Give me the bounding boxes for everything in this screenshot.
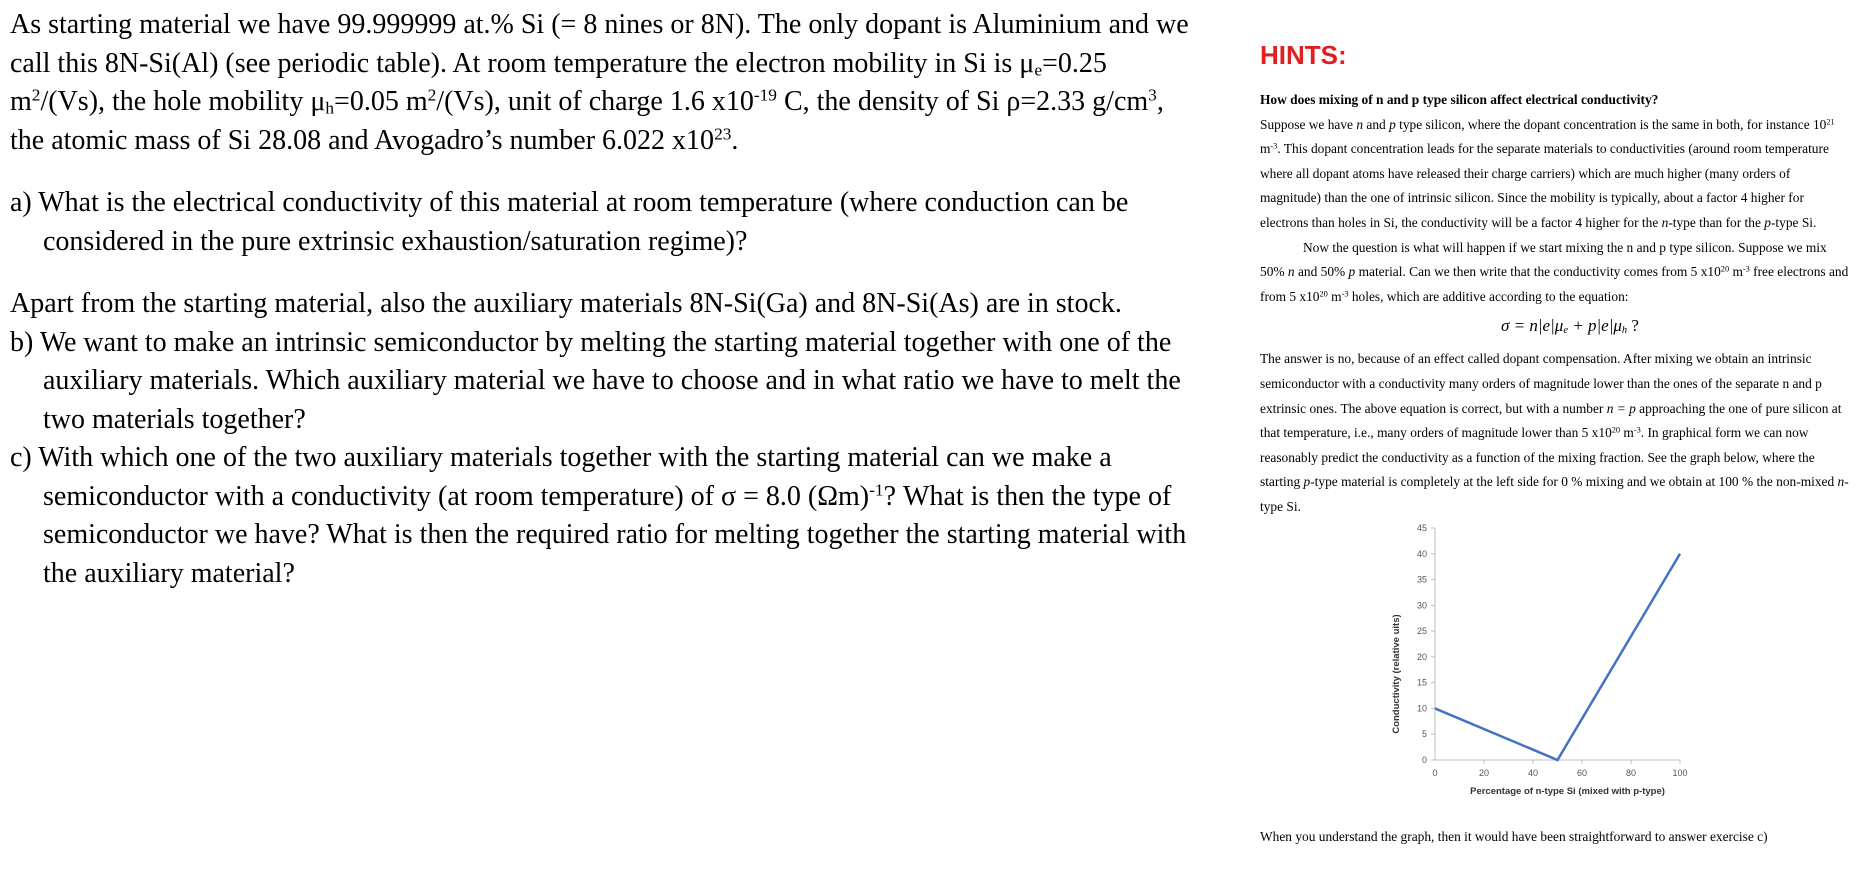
conductivity-chart-svg xyxy=(1260,520,1850,825)
hints-panel xyxy=(1260,40,1850,849)
x-tick-label: 80 xyxy=(1625,767,1637,778)
x-tick-label: 20 xyxy=(1478,767,1490,778)
auxiliary-materials-text: Apart from the starting material, also the auxiliary materials 8N-Si(Ga) and 8N-Si(As) are in stock. xyxy=(10,288,1122,319)
y-tick-label: 35 xyxy=(1416,574,1427,585)
x-tick-label: 0 xyxy=(1432,767,1438,778)
hints-footer: When you understand the graph, then it would have been straightforward to answer exercise c) xyxy=(1260,828,1768,844)
y-tick-label: 5 xyxy=(1421,728,1427,739)
y-tick-label: 25 xyxy=(1416,625,1427,636)
question-b: b) We want to make an intrinsic semiconductor by melting the starting material together with one of the auxiliary materials. Which auxiliary material we have to choose and in what ratio we have to melt the two materials together? xyxy=(10,326,1181,435)
y-tick-label: 20 xyxy=(1416,651,1427,662)
hints-paragraph-2: Now the question is what will happen if we start mixing the n and p type silicon. Suppose we mix 50% n and 50% p material. Can we then write that the conductivity comes from 5 $x10^{20}$ $m^{-3}$ free electrons and from 5 $x10^{20}$ $m^{-3}$ holes, which are additive according to the equation: xyxy=(1260,239,1849,304)
x-tick-label: 40 xyxy=(1527,767,1539,778)
hints-question: How does mixing of n and p type silicon affect electrical conductivity? xyxy=(1260,92,1659,107)
x-tick-label: 60 xyxy=(1576,767,1588,778)
problem-statement xyxy=(10,6,1200,593)
hints-paragraph-3: The answer is no, because of an effect called dopant compensation. After mixing we obtain an intrinsic semiconductor with a conductivity many orders of magnitude lower than the ones of the separate n and p extrinsic ones. The above equation is correct, but with a number n = p approaching the one of pure silicon at that temperature, i.e., many orders of magnitude lower than 5 $x10^{20}$ $m^{-3}$. In graphical form we can now reasonably predict the conductivity as a function of the mixing fraction. See the graph below, where the starting p-type material is completely at the left side for 0 % mixing and we obtain at 100 % the non-mixed n-type Si. xyxy=(1260,351,1849,514)
y-tick-label: 10 xyxy=(1416,702,1427,713)
question-c: c) With which one of the two auxiliary materials together with the starting material can we make a semiconductor with a conductivity (at room temperature) of σ = 8.0 $(\Omega m)^{-1}$? What is then the type of semiconductor we have? What is then the required ratio for melting together the starting material with the auxiliary material? xyxy=(10,442,1187,589)
y-tick-label: 0 xyxy=(1421,754,1427,765)
hints-paragraph-1: Suppose we have n and p type silicon, where the dopant concentration is the same in both, for instance $10^{21}$ $m^{-3}$. This dopant concentration leads for the separate materials to conductivities (around room temperature where all dopant atoms have released their charge carriers) which are much higher (many orders of magnitude) than the one of intrinsic silicon. Since the mobility is typically, about a factor 4 higher for electrons than holes in Si, the conductivity will be a factor 4 higher for the n-type than for the p-type Si. xyxy=(1260,116,1835,230)
series-line xyxy=(1435,553,1680,759)
hints-title: HINTS: xyxy=(1260,40,1347,70)
x-tick-label: 100 xyxy=(1672,767,1688,778)
y-tick-label: 45 xyxy=(1416,522,1427,533)
x-axis-label: Percentage of n-type Si (mixed with p-type) xyxy=(1470,785,1665,797)
question-a: a) What is the electrical conductivity of this material at room temperature (where conduction can be considered in the pure extrinsic exhaustion/saturation regime)? xyxy=(10,187,1129,257)
y-tick-label: 30 xyxy=(1416,599,1427,610)
conductivity-equation: $\sigma = n|e|\mu_e + p|e|\mu_h$ ? xyxy=(1501,316,1639,337)
y-axis-label: Conductivity (relative uits) xyxy=(1391,613,1402,734)
y-tick-label: 15 xyxy=(1416,677,1427,688)
intro-paragraph: As starting material we have 99.999999 at.% Si (= 8 nines or 8N). The only dopant is Aluminium and we call this 8N-Si(Al) (see periodic table). At room temperature the electron mobility in Si is $\mu_e=0.25$ $m^2/(Vs)$, the hole mobility $\mu_h=0.05$ $m^2/(Vs)$, unit of charge 1.6 $x10^{-19}$ C, the density of Si ρ=2.33 $g/cm^3$, the atomic mass of Si 28.08 and Avogadro’s number 6.022 $x10^{23}$. xyxy=(10,9,1189,156)
conductivity-chart xyxy=(1260,520,1850,825)
y-tick-label: 40 xyxy=(1416,548,1427,559)
